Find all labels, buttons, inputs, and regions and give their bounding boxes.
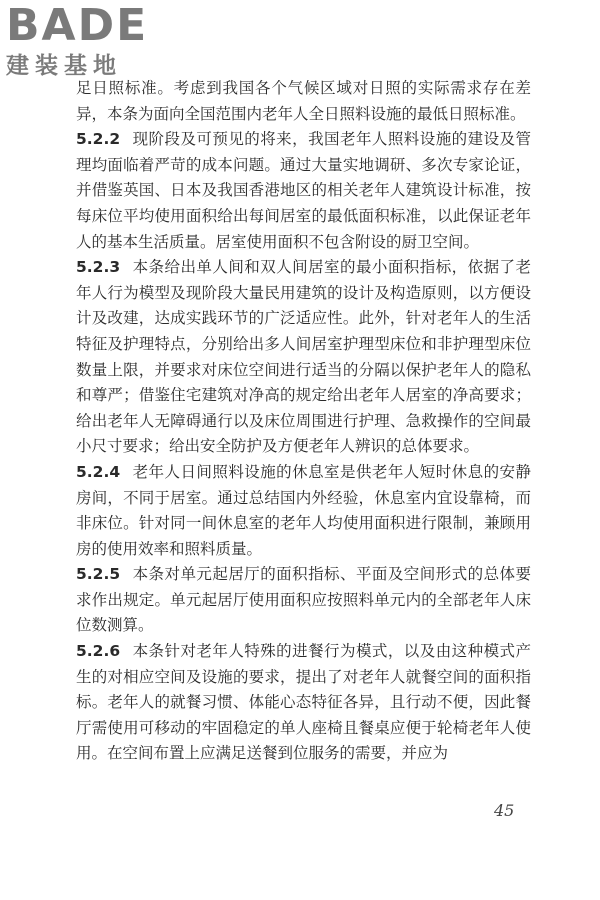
paragraph-text: 现阶段及可预见的将来，我国老年人照料设施的建设及管理均面临着严苛的成本问题。通过大量实地调研、多次专家论证，并借鉴英国、日本及我国香港地区的相关老年人建筑设计标准，按每床位平均使用面积给出每间居室的最低面积标准，以此保证老年人的基本生活质量。居室使用面积不包含附设的厨卫空间。 <box>76 130 531 251</box>
clause-number: 5.2.3 <box>76 258 121 277</box>
clause-5-2-2 <box>76 127 531 255</box>
watermark-brand: BADE <box>6 0 149 51</box>
paragraph-text: 本条对单元起居厅的面积指标、平面及空间形式的总体要求作出规定。单元起居厅使用面积应按照料单元内的全部老年人床位数测算。 <box>76 565 531 635</box>
clause-number: 5.2.5 <box>76 565 121 584</box>
clause-5-2-3 <box>76 255 531 460</box>
watermark-logo <box>6 0 176 80</box>
watermark-subtitle: 建装基地 <box>6 53 122 79</box>
paragraph-text: 足日照标准。考虑到我国各个气候区域对日照的实际需求存在差异，本条为面向全国范围内老年人全日照料设施的最低日照标准。 <box>76 79 531 123</box>
page-number: 45 <box>494 801 515 820</box>
clause-number: 5.2.2 <box>76 130 121 149</box>
clause-number: 5.2.6 <box>76 642 121 661</box>
page-body <box>76 76 531 767</box>
clause-5-2-4 <box>76 460 531 562</box>
paragraph-text: 本条给出单人间和双人间居室的最小面积指标，依据了老年人行为模型及现阶段大量民用建筑的设计及构造原则，以方便设计及改建，达成实践环节的广泛适应性。此外，针对老年人的生活特征及护理特点，分别给出多人间居室护理型床位和非护理型床位数量上限，并要求对床位空间进行适当的分隔以保护老年人的隐私和尊严；借鉴住宅建筑对净高的规定给出老年人居室的净高要求；给出老年人无障碍通行以及床位周围进行护理、急救操作的空间最小尺寸要求；给出安全防护及方便老年人辨识的总体要求。 <box>76 258 531 456</box>
clause-5-2-6 <box>76 639 531 767</box>
paragraph-text: 本条针对老年人特殊的进餐行为模式，以及由这种模式产生的对相应空间及设施的要求，提出了对老年人就餐空间的面积指标。老年人的就餐习惯、体能心态特征各异，且行动不便，因此餐厅需使用可移动的牢固稳定的单人座椅且餐桌应便于轮椅老年人使用。在空间布置上应满足送餐到位服务的需要，并应为 <box>76 642 531 763</box>
paragraph-continuation <box>76 76 531 127</box>
paragraph-text: 老年人日间照料设施的休息室是供老年人短时休息的安静房间，不同于居室。通过总结国内外经验，休息室内宜设靠椅，而非床位。针对同一间休息室的老年人均使用面积进行限制，兼顾用房的使用效率和照料质量。 <box>76 462 531 558</box>
clause-5-2-5 <box>76 562 531 639</box>
clause-number: 5.2.4 <box>76 462 121 481</box>
